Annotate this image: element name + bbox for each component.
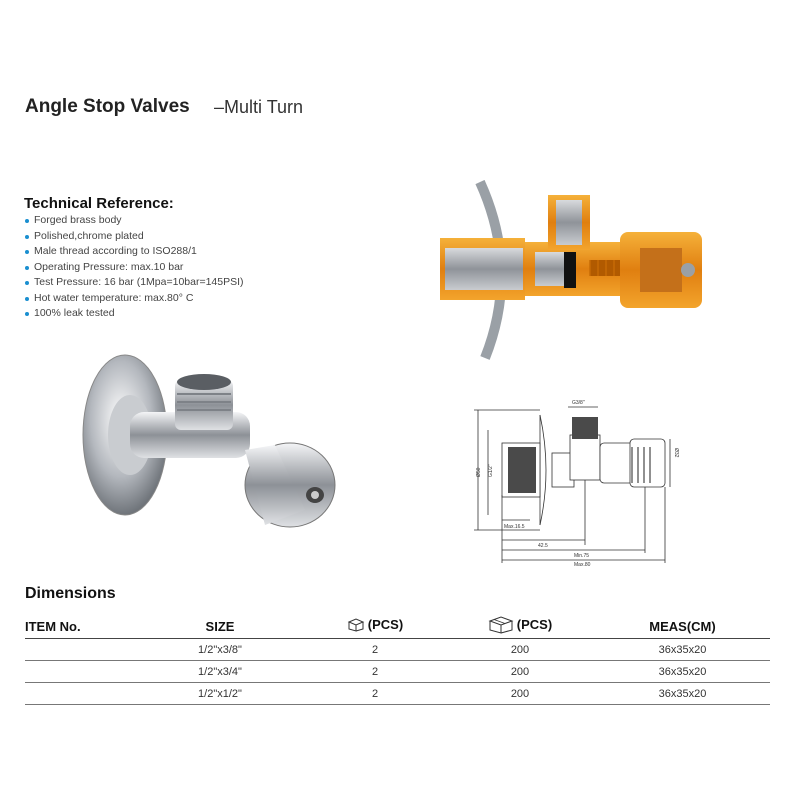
drawing-diam-inner: G1/2": [488, 464, 494, 477]
drawing-dim-max: Max.16.5: [504, 524, 525, 530]
dimensions-table: [25, 614, 770, 705]
technical-item: Test Pressure: 16 bar (1Mpa=10bar=145PSI): [24, 275, 244, 291]
dimension-drawing: [470, 395, 695, 570]
large-box-icon: [488, 616, 514, 634]
cell-item: [25, 639, 135, 661]
technical-item: Operating Pressure: max.10 bar: [24, 260, 244, 276]
table-row: [25, 683, 770, 705]
cell-inner: 2: [305, 683, 445, 705]
inner-pcs-label: (PCS): [367, 617, 404, 633]
cell-size: 1/2"x1/2": [135, 683, 305, 705]
page-title: Angle Stop Valves: [25, 96, 190, 117]
technical-item: Forged brass body: [24, 213, 244, 229]
col-header-meas: MEAS(CM): [595, 614, 770, 639]
col-header-inner: [305, 614, 445, 639]
small-box-icon: [347, 618, 365, 632]
drawing-diam-left: Ø50: [476, 467, 482, 477]
dimensions-heading: Dimensions: [25, 585, 116, 602]
drawing-right-dim: Ø32: [673, 448, 679, 458]
cell-meas: 36x35x20: [595, 683, 770, 705]
cell-inner: 2: [305, 639, 445, 661]
col-header-item: ITEM No.: [25, 614, 135, 639]
table-row: [25, 639, 770, 661]
cell-size: 1/2"x3/4": [135, 661, 305, 683]
technical-item: Male thread according to ISO288/1: [24, 244, 244, 260]
col-header-outer: [445, 614, 595, 639]
outer-pcs-label: (PCS): [516, 617, 553, 632]
technical-list: [24, 213, 244, 322]
drawing-top-label: G3/8": [572, 400, 585, 406]
cell-inner: 2: [305, 661, 445, 683]
technical-item: Hot water temperature: max.80° C: [24, 291, 244, 307]
cell-outer: 200: [445, 661, 595, 683]
table-header-row: [25, 614, 770, 639]
cell-outer: 200: [445, 639, 595, 661]
cell-meas: 36x35x20: [595, 639, 770, 661]
cell-item: [25, 661, 135, 683]
col-header-size: SIZE: [135, 614, 305, 639]
drawing-dim-min: Min.75: [574, 553, 590, 559]
cell-outer: 200: [445, 683, 595, 705]
drawing-dim-max2: Max.80: [574, 562, 591, 568]
cell-size: 1/2"x3/8": [135, 639, 305, 661]
drawing-dim-mid: 42.5: [538, 543, 548, 549]
valve-product-photo: [75, 350, 345, 540]
page-subtitle: –Multi Turn: [214, 97, 304, 117]
technical-item: 100% leak tested: [24, 306, 244, 322]
cell-item: [25, 683, 135, 705]
technical-item: Polished,chrome plated: [24, 229, 244, 245]
technical-heading: Technical Reference:: [24, 195, 174, 212]
valve-cross-section-image: [440, 180, 710, 360]
table-row: [25, 661, 770, 683]
cell-meas: 36x35x20: [595, 661, 770, 683]
